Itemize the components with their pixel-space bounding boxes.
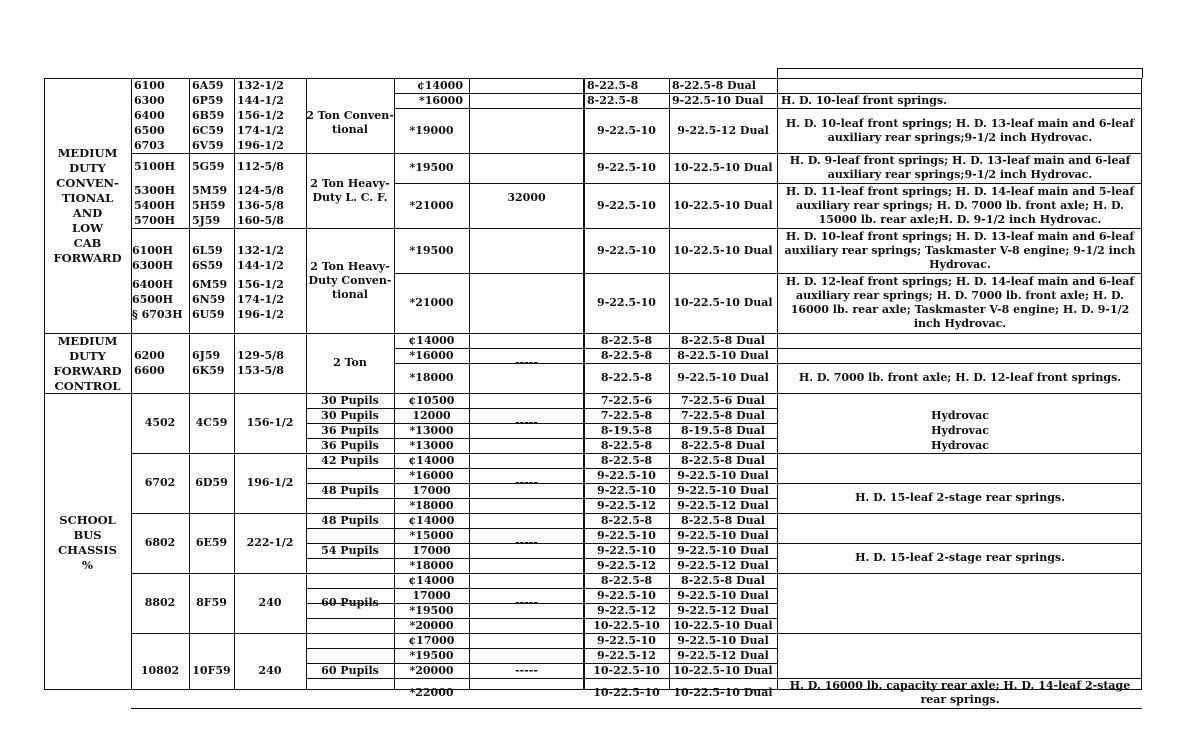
- rule: [1142, 68, 1143, 78]
- model: 5300H: [134, 184, 176, 197]
- bus-code: 10F59: [192, 663, 231, 677]
- note: H. D. 10-leaf front springs; H. D. 13-leaf main and 6-leaf auxiliary rear springs;9-1/2 inch Hydrovac.: [785, 116, 1135, 144]
- gvw: 17000: [412, 543, 451, 557]
- note: H. D. 15-leaf 2-stage rear springs.: [855, 551, 1065, 564]
- note: H. D. 15-leaf 2-stage rear springs.: [855, 491, 1065, 504]
- front-tire: 8-22.5-8: [600, 573, 653, 587]
- code: 6C59: [192, 124, 224, 137]
- rear-tire: 10-22.5-10 Dual: [673, 198, 773, 212]
- gvw: ¢10500: [408, 393, 455, 407]
- gvw: *13000: [409, 423, 454, 437]
- code: 5G59: [192, 160, 225, 173]
- wheelbase: 144-1/2: [237, 259, 284, 272]
- bus-model: 6702: [144, 476, 176, 489]
- front-tire: 8-22.5-8: [587, 79, 639, 92]
- model: 6500H: [132, 293, 174, 306]
- rear-tire: 8-22.5-8 Dual: [681, 453, 765, 467]
- bus-model: 8802: [144, 596, 176, 609]
- rear-tire: 9-22.5-10 Dual: [677, 483, 769, 497]
- bus-wheelbase: 196-1/2: [246, 476, 294, 489]
- gvw-dash: -----: [515, 536, 538, 549]
- top-rule: [777, 68, 1142, 69]
- code: 6K59: [192, 364, 225, 377]
- bus-code: 6E59: [195, 536, 228, 549]
- gvw: ¢14000: [408, 333, 455, 347]
- rear-tire: 9-22.5-12 Dual: [677, 603, 769, 617]
- front-tire: 9-22.5-12: [597, 558, 656, 572]
- front-tire: 9-22.5-10: [597, 468, 656, 482]
- gvw: *18000: [409, 558, 454, 572]
- front-tire: 9-22.5-12: [597, 498, 656, 512]
- rule: [777, 543, 1142, 544]
- gvw: *13000: [409, 438, 454, 452]
- model: 5400H: [134, 199, 176, 212]
- wheelbase: 129-5/8: [237, 349, 284, 362]
- section-school-bus: SCHOOL BUS CHASSIS %: [58, 513, 117, 572]
- gvw: 17000: [412, 483, 451, 497]
- gvw: *16000: [409, 468, 454, 482]
- section-medium-forward: MEDIUM DUTY FORWARD CONTROL: [53, 334, 122, 393]
- wheelbase: 196-1/2: [237, 308, 284, 321]
- wheelbase: 124-5/8: [237, 184, 284, 197]
- gvw: *19500: [409, 648, 454, 662]
- front-tire: 8-22.5-8: [600, 348, 653, 362]
- wheelbase: 160-5/8: [237, 214, 284, 227]
- rear-tire: 9-22.5-10 Dual: [677, 543, 769, 557]
- gvw-dash: -----: [515, 476, 538, 489]
- gvw-common: 32000: [507, 191, 546, 204]
- front-tire: 8-22.5-8: [600, 371, 653, 384]
- code: 6P59: [192, 94, 224, 107]
- code: 6M59: [192, 278, 228, 291]
- rear-tire: 10-22.5-10 Dual: [673, 243, 773, 257]
- bus-code: 6D59: [195, 476, 228, 489]
- gvw: *16000: [409, 348, 454, 362]
- front-tire: 9-22.5-10: [597, 161, 656, 174]
- model: 6100: [134, 79, 165, 92]
- model: 6300: [134, 94, 165, 107]
- pupils: 54 Pupils: [321, 543, 379, 557]
- note: H. D. 11-leaf front springs; H. D. 14-leaf main and 5-leaf auxiliary rear springs; H. D. 7000 lb. front axle; H. D. 15000 lb. rear axle;H. D. 9-1/2 inch Hydrovac.: [785, 184, 1135, 226]
- pupils: 60 Pupils: [321, 663, 379, 677]
- front-tire: 9-22.5-12: [597, 648, 656, 662]
- gvw: ¢17000: [408, 633, 455, 647]
- rear-tire: 10-22.5-10 Dual: [673, 663, 773, 677]
- code: 6L59: [192, 244, 223, 257]
- rear-tire: 8-19.5-8 Dual: [681, 423, 765, 437]
- wheelbase: 132-1/2: [237, 79, 284, 92]
- rear-tire: 9-22.5-10 Dual: [672, 94, 764, 107]
- code: 6U59: [192, 308, 225, 321]
- note: H. D. 10-leaf front springs.: [781, 94, 947, 107]
- rear-tire: 9-22.5-12 Dual: [677, 648, 769, 662]
- code: 6J59: [192, 349, 221, 362]
- pupils: 36 Pupils: [321, 423, 379, 437]
- front-tire: 8-19.5-8: [600, 423, 653, 437]
- gvw: *20000: [409, 618, 454, 632]
- code: 5H59: [192, 199, 226, 212]
- rear-tire: 8-22.5-8 Dual: [681, 333, 765, 347]
- pupils: 48 Pupils: [321, 513, 379, 527]
- rule: [777, 68, 778, 690]
- pupils: 30 Pupils: [321, 393, 379, 407]
- rear-tire: 9-22.5-10 Dual: [677, 633, 769, 647]
- code: 6N59: [192, 293, 226, 306]
- rear-tire: 9-22.5-10 Dual: [677, 468, 769, 482]
- rear-tire: 9-22.5-10 Dual: [677, 371, 769, 384]
- gvw-dash: -----: [515, 416, 538, 429]
- gvw: *15000: [409, 528, 454, 542]
- model: 6400H: [132, 278, 174, 291]
- rear-tire: 10-22.5-10 Dual: [673, 296, 773, 309]
- rule: [777, 483, 1142, 484]
- model: 5700H: [134, 214, 176, 227]
- gvw: ¢14000: [408, 573, 455, 587]
- front-tire: 8-22.5-8: [600, 438, 653, 452]
- gvw: *16000: [418, 94, 463, 107]
- front-tire: 9-22.5-10: [597, 123, 656, 137]
- model: 6100H: [132, 244, 174, 257]
- note: Hydrovac: [931, 408, 989, 422]
- rear-tire: 9-22.5-12 Dual: [677, 123, 769, 137]
- gvw: ¢14000: [408, 453, 455, 467]
- model: 6500: [134, 124, 165, 137]
- rear-tire: 10-22.5-10 Dual: [673, 618, 773, 632]
- gvw: *18000: [409, 498, 454, 512]
- wheelbase: 156-1/2: [237, 109, 284, 122]
- rear-tire: 8-22.5-8 Dual: [681, 573, 765, 587]
- front-tire: 9-22.5-12: [597, 603, 656, 617]
- gvw-dash: -----: [515, 596, 538, 609]
- rear-tire: 9-22.5-12 Dual: [677, 498, 769, 512]
- gvw: *20000: [409, 663, 454, 677]
- front-tire: 9-22.5-10: [597, 528, 656, 542]
- gvw-dash: -----: [515, 663, 538, 677]
- bus-model: 4502: [144, 416, 176, 429]
- spec-table: [44, 68, 1142, 706]
- wheelbase: 174-1/2: [237, 293, 284, 306]
- code: 5M59: [192, 184, 228, 197]
- gvw: *21000: [409, 296, 454, 309]
- bus-code: 4C59: [195, 416, 228, 429]
- front-tire: 9-22.5-10: [597, 543, 656, 557]
- note: Hydrovac: [931, 423, 989, 437]
- wheelbase: 132-1/2: [237, 244, 284, 257]
- bus-model: 6802: [144, 536, 176, 549]
- front-tire: 10-22.5-10: [593, 663, 660, 677]
- model: § 6703H: [132, 308, 183, 321]
- note: Hydrovac: [931, 438, 989, 452]
- wheelbase: 156-1/2: [237, 278, 284, 291]
- pupils: 36 Pupils: [321, 438, 379, 452]
- pupils: 30 Pupils: [321, 408, 379, 422]
- gvw: *19500: [409, 603, 454, 617]
- note: H. D. 16000 lb. capacity rear axle; H. D. 14-leaf 2-stage rear springs.: [789, 679, 1131, 706]
- gvw: *22000: [409, 686, 454, 699]
- rear-tire: 9-22.5-12 Dual: [677, 558, 769, 572]
- front-tire: 9-22.5-10: [597, 296, 656, 309]
- gvw: 12000: [412, 408, 451, 422]
- vehicle-type: 2 Ton Conven- tional: [306, 109, 394, 136]
- code: 6V59: [192, 139, 224, 152]
- note: H. D. 7000 lb. front axle; H. D. 12-leaf front springs.: [798, 371, 1122, 384]
- code: 6A59: [192, 79, 224, 92]
- gvw: *19000: [409, 123, 454, 137]
- pupils: 42 Pupils: [321, 453, 379, 467]
- front-tire: 7-22.5-6: [600, 393, 653, 407]
- vehicle-type: 2 Ton Heavy-Duty L. C. F.: [310, 176, 390, 204]
- bus-code: 8F59: [196, 596, 227, 609]
- pupils: 48 Pupils: [321, 483, 379, 497]
- front-tire: 9-22.5-10: [597, 198, 656, 212]
- wheelbase: 144-1/2: [237, 94, 284, 107]
- section-medium-conventional: MEDIUM DUTY CONVEN- TIONAL AND LOW CAB FORWARD: [53, 146, 122, 265]
- front-tire: 9-22.5-10: [597, 243, 656, 257]
- front-tire: 9-22.5-10: [597, 633, 656, 647]
- pupils: 60 Pupils: [321, 596, 379, 609]
- front-tire: 7-22.5-8: [600, 408, 653, 422]
- gvw: 17000: [412, 588, 451, 602]
- bus-wheelbase: 240: [258, 663, 282, 677]
- wheelbase: 112-5/8: [237, 160, 284, 173]
- note: H. D. 9-leaf front springs; H. D. 13-leaf main and 6-leaf auxiliary rear springs;9-1/2 inch Hydrovac.: [789, 154, 1131, 181]
- bus-model: 10802: [140, 663, 180, 677]
- code: 6B59: [192, 109, 225, 122]
- vehicle-type: 2 Ton Heavy-Duty Conven- tional: [308, 259, 392, 301]
- front-tire: 8-22.5-8: [600, 333, 653, 347]
- model: 6703: [134, 139, 165, 152]
- rule: [777, 678, 1142, 679]
- rear-tire: 10-22.5-10 Dual: [673, 161, 773, 174]
- code: 6S59: [192, 259, 223, 272]
- gvw-dash: -----: [515, 356, 538, 369]
- note: H. D. 10-leaf front springs; H. D. 13-leaf main and 6-leaf auxiliary rear springs; Taskmaster V-8 engine; 9-1/2 inch Hydrovac.: [784, 229, 1136, 271]
- model: 6200: [134, 349, 165, 362]
- gvw: *18000: [409, 371, 454, 384]
- rear-tire: 8-22.5-8 Dual: [681, 513, 765, 527]
- rule: [131, 708, 1142, 709]
- code: 5J59: [192, 214, 221, 227]
- front-tire: 9-22.5-10: [597, 588, 656, 602]
- note: H. D. 12-leaf front springs; H. D. 14-leaf main and 6-leaf auxiliary rear springs; H. D. 7000 lb. front axle; H. D. 16000 lb. rear axle; Taskmaster V-8 engine; H. D. 9-1/2 inch Hydrovac.: [785, 275, 1135, 330]
- gvw: ¢14000: [417, 79, 463, 92]
- front-tire: 9-22.5-10: [597, 483, 656, 497]
- model: 5100H: [134, 160, 176, 173]
- vehicle-type: 2 Ton: [333, 356, 367, 369]
- wheelbase: 196-1/2: [237, 139, 284, 152]
- gvw: *21000: [409, 198, 454, 212]
- gvw: *19500: [409, 161, 454, 174]
- front-tire: 8-22.5-8: [600, 513, 653, 527]
- model: 6600: [134, 364, 165, 377]
- bus-wheelbase: 240: [258, 596, 282, 609]
- front-tire: 8-22.5-8: [587, 94, 639, 107]
- rear-tire: 9-22.5-10 Dual: [677, 588, 769, 602]
- rear-tire: 8-22.5-8 Dual: [672, 79, 756, 92]
- rear-tire: 7-22.5-6 Dual: [681, 393, 765, 407]
- front-tire: 10-22.5-10: [593, 618, 660, 632]
- bus-wheelbase: 222-1/2: [246, 536, 294, 549]
- rear-tire: 10-22.5-10 Dual: [673, 686, 773, 699]
- wheelbase: 136-5/8: [237, 199, 284, 212]
- rear-tire: 7-22.5-8 Dual: [681, 408, 765, 422]
- wheelbase: 174-1/2: [237, 124, 284, 137]
- rear-tire: 8-22.5-8 Dual: [681, 438, 765, 452]
- model: 6300H: [132, 259, 174, 272]
- bus-wheelbase: 156-1/2: [246, 416, 294, 429]
- front-tire: 10-22.5-10: [593, 686, 660, 699]
- rear-tire: 8-22.5-10 Dual: [677, 348, 769, 362]
- front-tire: 8-22.5-8: [600, 453, 653, 467]
- wheelbase: 153-5/8: [237, 364, 284, 377]
- rear-tire: 9-22.5-10 Dual: [677, 528, 769, 542]
- model: 6400: [134, 109, 165, 122]
- gvw: ¢14000: [408, 513, 455, 527]
- gvw: *19500: [409, 243, 454, 257]
